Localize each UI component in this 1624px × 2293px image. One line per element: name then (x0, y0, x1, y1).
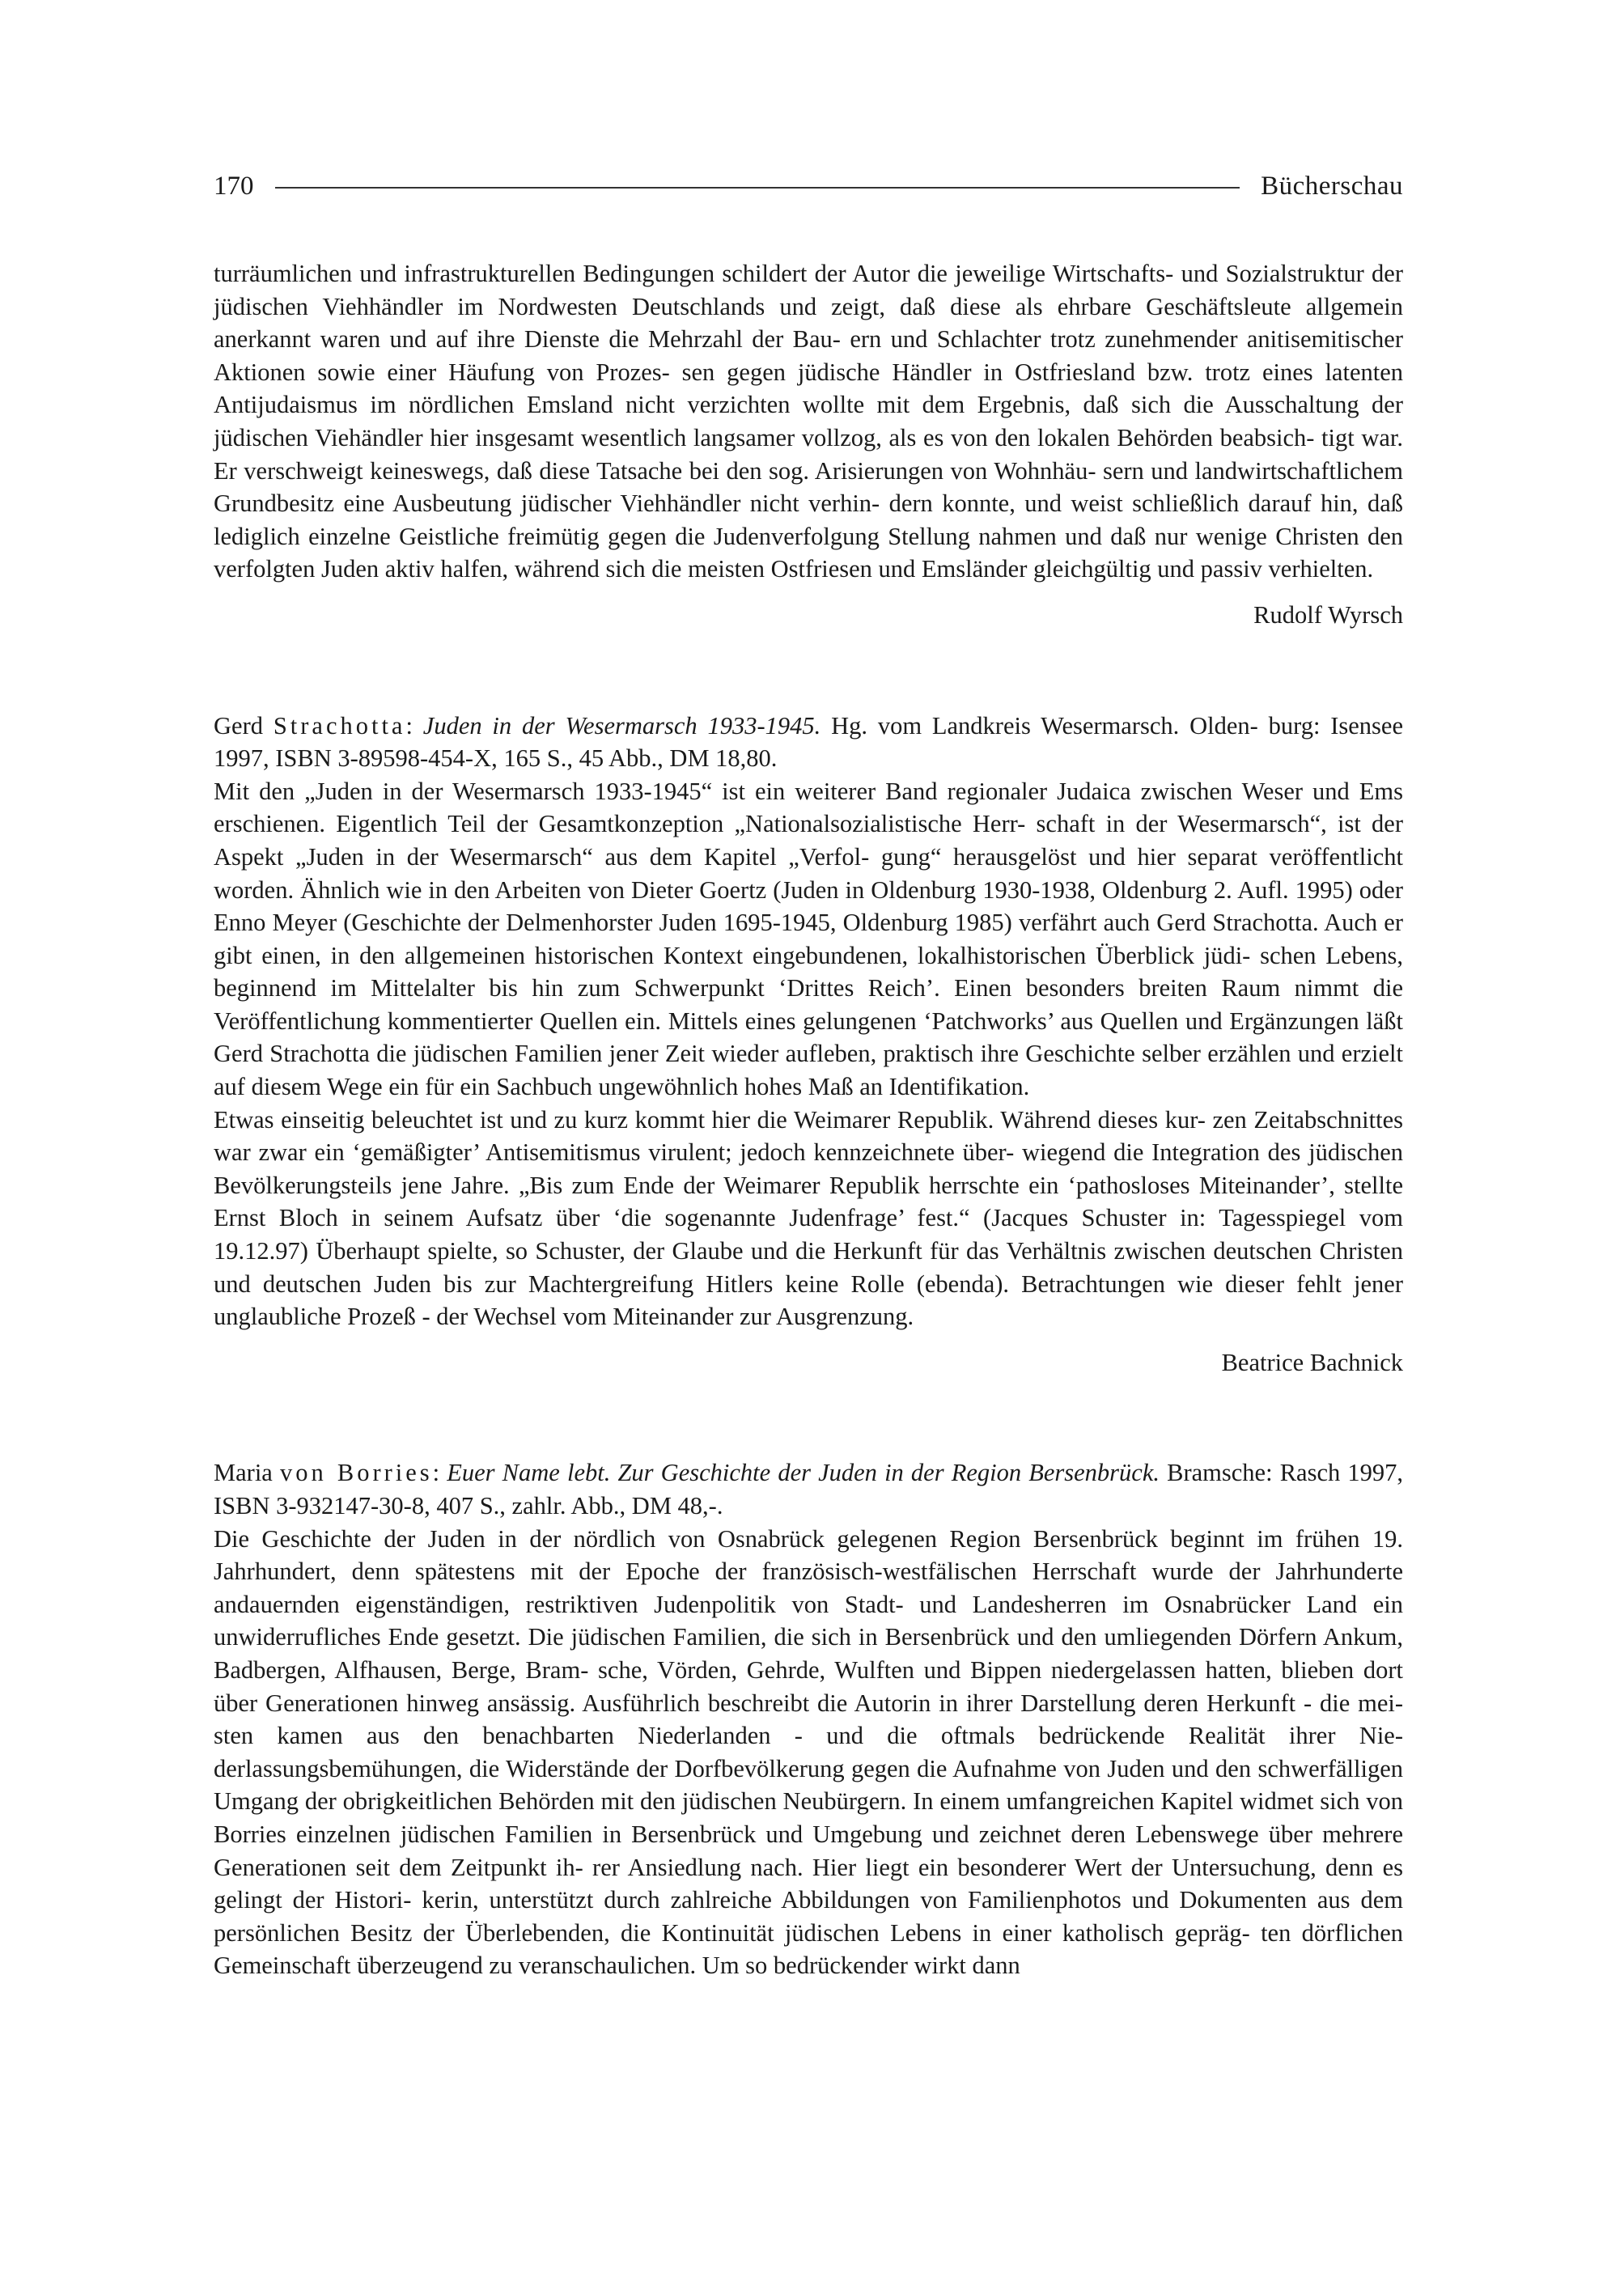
running-header (214, 162, 1403, 210)
publication-details: Bramsche: Rasch 1997, ISBN 3-932147-30-8, 407 S., zahlr. Abb., DM 48,-. (214, 1459, 1403, 1519)
author-last-name: von Borries (279, 1459, 433, 1487)
publication-details: Hg. vom Landkreis Wesermarsch. Olden- burg: Isensee 1997, ISBN 3-89598-454-X, 165 S., 45 Abb., DM 18,80. (214, 711, 1403, 773)
citation-colon: : (405, 711, 413, 740)
book-citation (214, 710, 1403, 775)
reviewer-signature: Beatrice Bachnick (1221, 1348, 1403, 1376)
page (214, 162, 1403, 1982)
review-paragraph: Die Geschichte der Juden in der nördlich von Osnabrück gelegenen Region Bersenbrück beginnt im frühen 19. Jahrhundert, denn spätestens mit der Epoche der französisch-westfälischen Herrschaft wurde der Jahrhunderte andauernden eigenständigen, restriktiven Judenpolitik von Stadt- und Landesherren im Osnabrücker Land ein unwiderrufliches Ende gesetzt. Die jüdischen Familien, die sich in Bersenbrück und den umliegenden Dörfern Ankum, Badbergen, Alfhausen, Berge, Bram- sche, Vörden, Gehrde, Wulften und Bippen niedergelassen hatten, blieben dort über Generationen hinweg ansässig. Ausführlich beschreibt die Autorin in ihrer Darstellung deren Herkunft - die mei- sten kamen aus den benachbarten Niederlanden - und die oftmals bedrückende Realität ihrer Nie- derlassungsbemühungen, die Widerstände der Dorfbevölkerung gegen die Aufnahme von Juden und den schwerfälligen Umgang der obrigkeitlichen Behörden mit den jüdischen Neubürgern. In einem umfangreichen Kapitel widmet sich von Borries einzelnen jüdischen Familien in Bersenbrück und Umgebung und zeichnet deren Lebenswege über mehrere Generationen seit dem Zeitpunkt ih- rer Ansiedlung nach. Hier liegt ein besonderer Wert der Untersuchung, denn es gelingt der Histori- kerin, unterstützt durch zahlreiche Abbildungen von Familienphotos und Dokumenten aus dem persönlichen Besitz der Überlebenden, die Kontinuität jüdischen Lebens in einer katholisch gepräg- ten dörflichen Gemeinschaft überzeugend zu veranschaulichen. Um so bedrückender wirkt dann (214, 1524, 1403, 1980)
review-von-borries (214, 1456, 1403, 1982)
review-paragraph: Etwas einseitig beleuchtet ist und zu kurz kommt hier die Weimarer Republik. Während dieses kur- zen Zeitabschnittes war zwar ein ‘gemäßigter’ Antisemitismus virulent; jedoch kennzeichnete über- wiegend die Integration des jüdischen Bevölkerungsteils jene Jahre. „Bis zum Ende der Weimarer Republik herrschte ein ‘pathosloses Miteinander’, stellte Ernst Bloch in seinem Aufsatz über ‘die sogenannte Judenfrage’ fest.“ (Jacques Schuster in: Tagesspiegel vom 19.12.97) Überhaupt spielte, so Schuster, der Glaube und die Herkunft für das Verhältnis zwischen deutschen Christen und deutschen Juden bis zur Machtergreifung Hitlers keine Rolle (ebenda). Betrachtungen wie dieser fehlt jener unglaubliche Prozeß - der Wechsel vom Miteinander zur Ausgrenzung. (214, 1105, 1403, 1331)
review-strachotta (214, 710, 1403, 1380)
citation-colon: : (432, 1459, 440, 1487)
book-title: Juden in der Wesermarsch 1933-1945. (422, 711, 821, 740)
section-title: Bücherschau (1261, 171, 1403, 201)
book-title: Euer Name lebt. Zur Geschichte der Juden in der Region Bersenbrück. (447, 1459, 1160, 1487)
review-paragraph: turräumlichen und infrastrukturellen Bedingungen schildert der Autor die jeweilige Wirtschafts- und Sozialstruktur der jüdischen Viehhändler im Nordwesten Deutschlands und zeigt, daß diese als ehrbare Geschäftsleute allgemein anerkannt waren und auf ihre Dienste die Mehrzahl der Bau- ern und Schlachter trotz zunehmender anitisemitischer Aktionen sowie einer Häufung von Prozes- sen gegen jüdische Händler in Ostfriesland bzw. trotz eines latenten Antijudaismus im nördlichen Emsland nicht verzichten wollte mit dem Ergebnis, daß sich die Ausschaltung der jüdischen Viehändler hier insgesamt wesentlich langsamer vollzog, als es von den lokalen Behörden beabsich- tigt war. Er verschweigt keineswegs, daß diese Tatsache bei den sog. Arisierungen von Wohnhäu- sern und landwirtschaftlichem Grundbesitz eine Ausbeutung jüdischer Viehhändler nicht verhin- dern konnte, und weist schließlich darauf hin, daß lediglich einzelne Geistliche freimütig gegen die Judenverfolgung Stellung nahmen und daß nur wenige Christen den verfolgten Juden aktiv halfen, während sich die meisten Ostfriesen und Emsländer gleichgültig und passiv verhielten. (214, 260, 1403, 583)
continued-review (214, 257, 1403, 632)
author-first-name: Gerd (214, 711, 263, 740)
page-number: 170 (214, 171, 254, 201)
author-last-name: Strachotta (273, 711, 406, 740)
header-rule (275, 187, 1240, 189)
review-paragraph: Mit den „Juden in der Wesermarsch 1933-1945“ ist ein weiterer Band regionaler Judaica zwischen Weser und Ems erschienen. Eigentlich Teil der Gesamtkonzeption „Nationalsozialistische Herr- schaft in der Wesermarsch“, ist der Aspekt „Juden in der Wesermarsch“ aus dem Kapitel „Verfol- gung“ herausgelöst und hier separat veröffentlicht worden. Ähnlich wie in den Arbeiten von Dieter Goertz (Juden in Oldenburg 1930-1938, Oldenburg 2. Aufl. 1995) oder Enno Meyer (Geschichte der Delmenhorster Juden 1695-1945, Oldenburg 1985) verfährt auch Gerd Strachotta. Auch er gibt einen, in den allgemeinen historischen Kontext eingebundenen, lokalhistorischen Überblick jüdi- schen Lebens, beginnend im Mittelalter bis hin zum Schwerpunkt ‘Drittes Reich’. Einen besonders breiten Raum nimmt die Veröffentlichung kommentierter Quellen ein. Mittels eines gelungenen ‘Patchworks’ aus Quellen und Ergänzungen läßt Gerd Strachotta die jüdischen Familien jener Zeit wieder aufleben, praktisch ihre Geschichte selber erzählen und erzielt auf diesem Wege ein für ein Sachbuch ungewöhnlich hohes Maß an Identifikation. (214, 777, 1403, 1101)
author-first-name: Maria (214, 1459, 273, 1487)
reviewer-signature: Rudolf Wyrsch (1253, 600, 1403, 629)
book-citation (214, 1456, 1403, 1522)
